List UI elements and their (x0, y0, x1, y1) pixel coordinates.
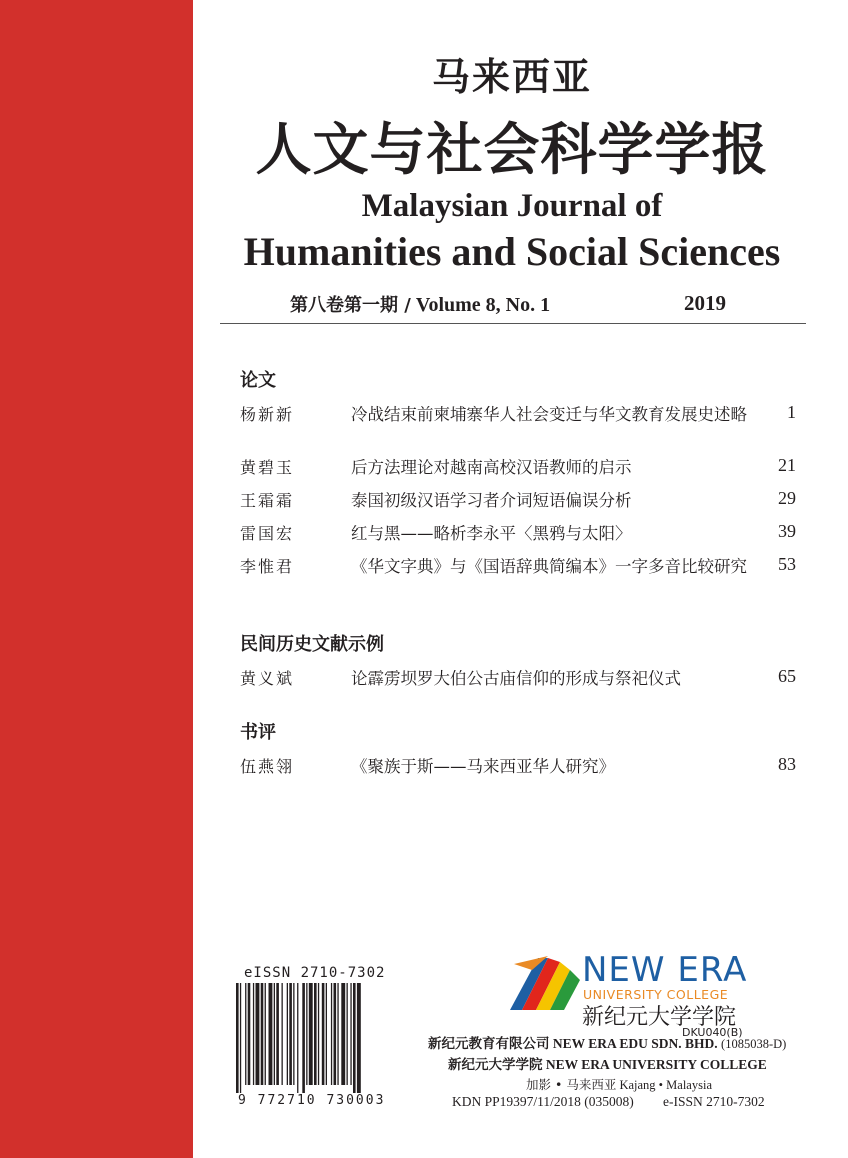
toc-author: 王霜霜 (240, 491, 295, 510)
toc-page: 53 (778, 554, 796, 574)
publisher-line-1 (428, 1032, 786, 1052)
new-era-logo-icon (508, 952, 582, 1012)
journal-title-en-line2: Humanities and Social Sciences (243, 229, 781, 274)
toc-page: 29 (778, 488, 796, 508)
barcode-digits: 9 772710 730003 (238, 1093, 386, 1108)
publisher-college-en: NEW ERA UNIVERSITY COLLEGE (545, 1057, 767, 1072)
toc-author: 雷国宏 (240, 524, 295, 543)
toc-author: 杨新新 (240, 405, 295, 424)
toc-title: 论霹雳坝罗大伯公古庙信仰的形成与祭祀仪式 (351, 669, 681, 688)
issue-info-en: Volume 8, No. 1 (415, 294, 551, 316)
publisher-location-cn: 加影 • 马来西亚 (526, 1077, 617, 1092)
publisher-college-cn: 新纪元大学学院 (448, 1057, 543, 1073)
logo-name-cn: 新纪元大学学院 (582, 1005, 737, 1030)
toc-page: 83 (778, 754, 796, 774)
header-divider (220, 323, 806, 324)
journal-title-cn-main: 人文与社会科学学报 (255, 117, 769, 183)
journal-title-en-line1: Malaysian Journal of (361, 188, 663, 224)
toc-page: 65 (778, 666, 796, 686)
barcode-issn: eISSN 2710-7302 (244, 965, 386, 981)
toc-title: 冷战结束前柬埔寨华人社会变迁与华文教育发展史述略 (351, 405, 747, 424)
toc-author: 李惟君 (240, 557, 295, 576)
issue-info (290, 291, 550, 317)
publisher-reg-no: (1085038-D) (721, 1037, 787, 1051)
toc-page: 21 (778, 455, 796, 475)
publisher-location-en: Kajang • Malaysia (619, 1078, 712, 1092)
toc-title: 泰国初级汉语学习者介词短语偏误分析 (351, 491, 632, 510)
publisher-line-3 (526, 1075, 712, 1093)
toc-title: 《聚族于斯——马来西亚华人研究》 (351, 757, 615, 776)
barcode-icon (232, 983, 402, 1093)
logo-name: NEW ERA (582, 950, 748, 990)
publisher-line-2 (448, 1053, 767, 1073)
barcode-block (232, 965, 402, 1115)
toc-section-heading-documents: 民间历史文献示例 (240, 634, 384, 655)
journal-title-cn-small: 马来西亚 (431, 54, 592, 99)
toc-section-heading-book-review: 书评 (240, 722, 276, 743)
red-side-bar (0, 0, 193, 1158)
eissn-number: e-ISSN 2710-7302 (663, 1094, 765, 1109)
publisher-company-cn: 新纪元教育有限公司 (428, 1036, 550, 1052)
toc-author: 伍燕翎 (240, 757, 295, 776)
toc-title: 红与黑——略析李永平〈黑鸦与太阳〉 (351, 524, 632, 543)
toc-section-heading-papers: 论文 (240, 370, 276, 391)
issue-year: 2019 (684, 291, 726, 315)
toc-author: 黄碧玉 (240, 458, 295, 477)
toc-page: 39 (778, 521, 796, 541)
publisher-company-en: NEW ERA EDU SDN. BHD. (552, 1036, 718, 1051)
issue-info-cn: 第八卷第一期 / (290, 295, 411, 316)
kdn-number: KDN PP19397/11/2018 (035008) (452, 1094, 634, 1109)
logo-code: DKU040(B) (682, 1026, 743, 1039)
toc-title: 后方法理论对越南高校汉语教师的启示 (351, 458, 632, 477)
toc-author: 黄义斌 (240, 669, 295, 688)
logo-subtitle: UNIVERSITY COLLEGE (583, 987, 729, 1002)
toc-page: 1 (787, 402, 796, 422)
toc-title: 《华文字典》与《国语辞典简编本》一字多音比较研究 (351, 557, 747, 576)
